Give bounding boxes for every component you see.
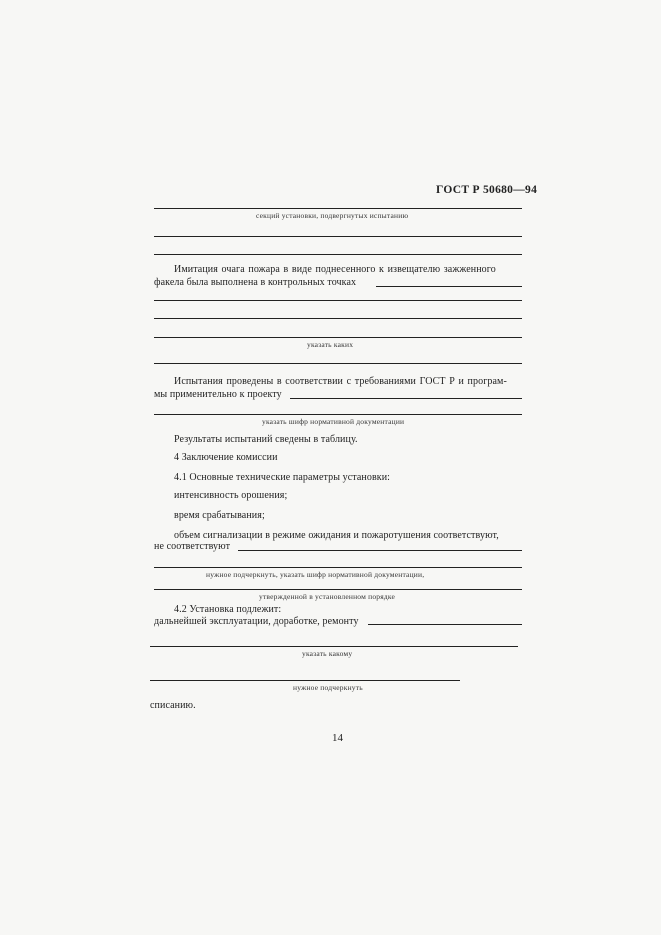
results-text: Результаты испытаний сведены в таблицу. <box>174 434 358 445</box>
blank-line <box>150 646 518 647</box>
volume-text-1: объем сигнализации в режиме ожидания и пожаротушения соответствуют, <box>174 530 499 541</box>
doc-code-header: ГОСТ Р 50680—94 <box>436 184 538 196</box>
caption-sections: секций установки, подвергнутых испытанию <box>256 211 409 220</box>
blank-line <box>154 337 522 338</box>
blank-line <box>154 254 522 255</box>
blank-line <box>290 398 522 399</box>
blank-line <box>154 318 522 319</box>
tests-text-2: мы применительно к проекту <box>154 389 282 400</box>
blank-line <box>376 286 522 287</box>
blank-line <box>154 208 522 209</box>
caption-underline-cipher: нужное подчеркнуть, указать шифр нормативной документации, <box>206 570 425 579</box>
caption-which-one: указать какому <box>302 649 353 658</box>
blank-line <box>154 363 522 364</box>
blank-line <box>154 414 522 415</box>
blank-line <box>154 567 522 568</box>
caption-underline: нужное подчеркнуть <box>293 683 363 692</box>
page-number: 14 <box>332 732 343 744</box>
volume-text-2: не соответствуют <box>154 541 231 552</box>
tests-text-1: Испытания проведены в соответствии с требованиями ГОСТ Р и програм- <box>174 376 507 387</box>
conclusion-heading: 4 Заключение комиссии <box>174 452 278 463</box>
decommission-text: списанию. <box>150 700 196 711</box>
subject-text-2: дальнейшей эксплуатации, доработке, ремонту <box>154 616 359 627</box>
caption-which: указать каких <box>307 340 354 349</box>
blank-line <box>154 589 522 590</box>
caption-doc-cipher: указать шифр нормативной документации <box>262 417 405 426</box>
blank-line <box>368 624 522 625</box>
imitation-text-2: факела была выполнена в контрольных точках <box>154 277 357 288</box>
intensity-item: интенсивность орошения; <box>174 490 288 501</box>
blank-line <box>150 680 460 681</box>
blank-line <box>154 236 522 237</box>
imitation-text-1: Имитация очага пожара в виде поднесенного к извещателю зажженного <box>174 264 496 275</box>
caption-approved: утвержденной в установленном порядке <box>259 592 396 601</box>
response-time-item: время срабатывания; <box>174 510 265 521</box>
params-heading: 4.1 Основные технические параметры установки: <box>174 472 391 483</box>
subject-text-1: 4.2 Установка подлежит: <box>174 604 282 615</box>
blank-line <box>154 300 522 301</box>
blank-line <box>238 550 522 551</box>
